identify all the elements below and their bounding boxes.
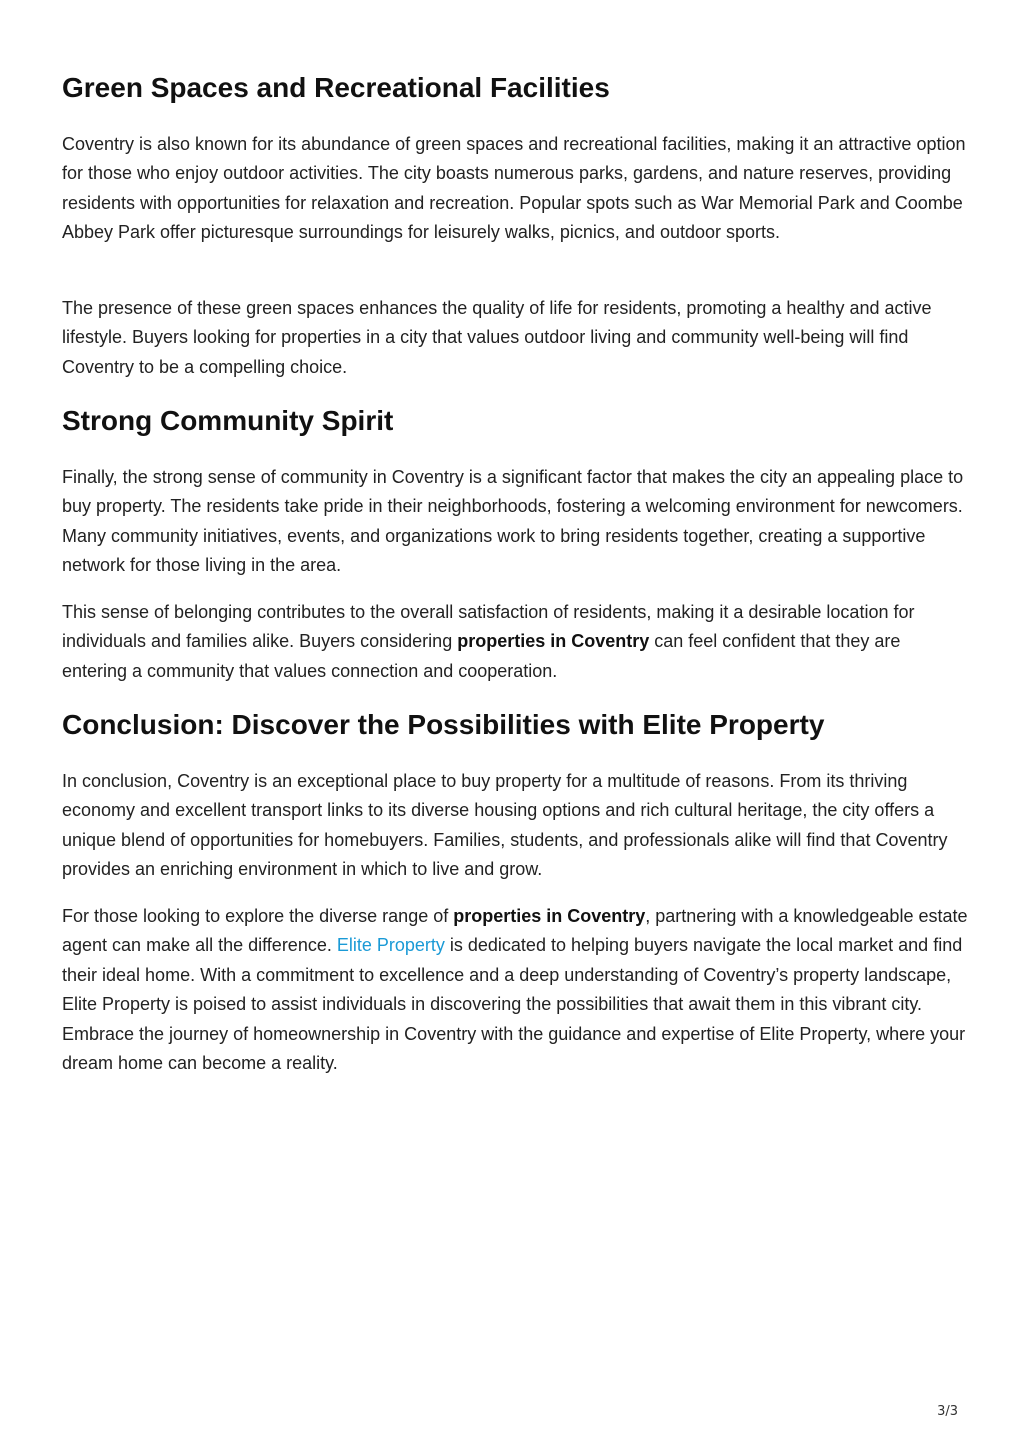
paragraph-text: can feel confident that they are entering a community that values connection and cooperation. [62,631,901,681]
paragraph-text: is dedicated to helping buyers navigate the local market and find their ideal home. With a commitment to excellence and a deep understanding of Coventry’s property landscape, Elite Property is poised to assist individuals in discovering the possibilities that await them in this vibrant city. Embrace the journey of homeownership in Coventry with the guidance and expertise of Elite Property, where your dream home can become a reality. [62,935,966,1074]
paragraph-community-1: Finally, the strong sense of community in Coventry is a significant factor that makes the city an appealing place to buy property. The residents take pride in their neighborhoods, fostering a welcoming environment for newcomers. Many community initiatives, events, and organizations work to bring residents together, creating a supportive network for those living in the area. [62,467,964,576]
paragraph-text: This sense of belonging contributes to the overall satisfaction of residents, making it a desirable location for individuals and families alike. Buyers considering [62,602,915,652]
paragraph-text: For those looking to explore the diverse range of [62,906,454,926]
section-heading-green-spaces: Green Spaces and Recreational Facilities [62,72,610,103]
bold-keyword: properties in Coventry [457,631,650,652]
paragraph-conclusion-1: In conclusion, Coventry is an exceptional place to buy property for a multitude of reasons. From its thriving economy and excellent transport links to its diverse housing options and rich cultural heritage, the city offers a unique blend of opportunities for homebuyers. Families, students, and professionals alike will find that Coventry provides an enriching environment in which to live and grow. [62,771,948,880]
bold-keyword: properties in Coventry [453,906,646,926]
section-heading-conclusion: Conclusion: Discover the Possibilities with Elite Property [62,709,825,740]
section-heading-community: Strong Community Spirit [62,405,394,436]
paragraph-text: , partnering with a knowledgeable estate agent can make all the difference. [62,906,968,956]
paragraph-community-2 [62,598,968,686]
page-number: 3/3 [937,1404,958,1419]
paragraph-conclusion-2 [62,902,968,1078]
elite-property-link[interactable]: Elite Property [336,935,445,956]
paragraph-green-spaces-2: The presence of these green spaces enhances the quality of life for residents, promoting a healthy and active lifestyle. Buyers looking for properties in a city that values outdoor living and community well-being will find Coventry to be a compelling choice. [62,298,932,377]
paragraph-green-spaces-1: Coventry is also known for its abundance of green spaces and recreational facilities, making it an attractive option for those who enjoy outdoor activities. The city boasts numerous parks, gardens, and nature reserves, providing residents with opportunities for relaxation and recreation. Popular spots such as War Memorial Park and Coombe Abbey Park offer picturesque surroundings for leisurely walks, picnics, and outdoor sports. [62,134,966,243]
